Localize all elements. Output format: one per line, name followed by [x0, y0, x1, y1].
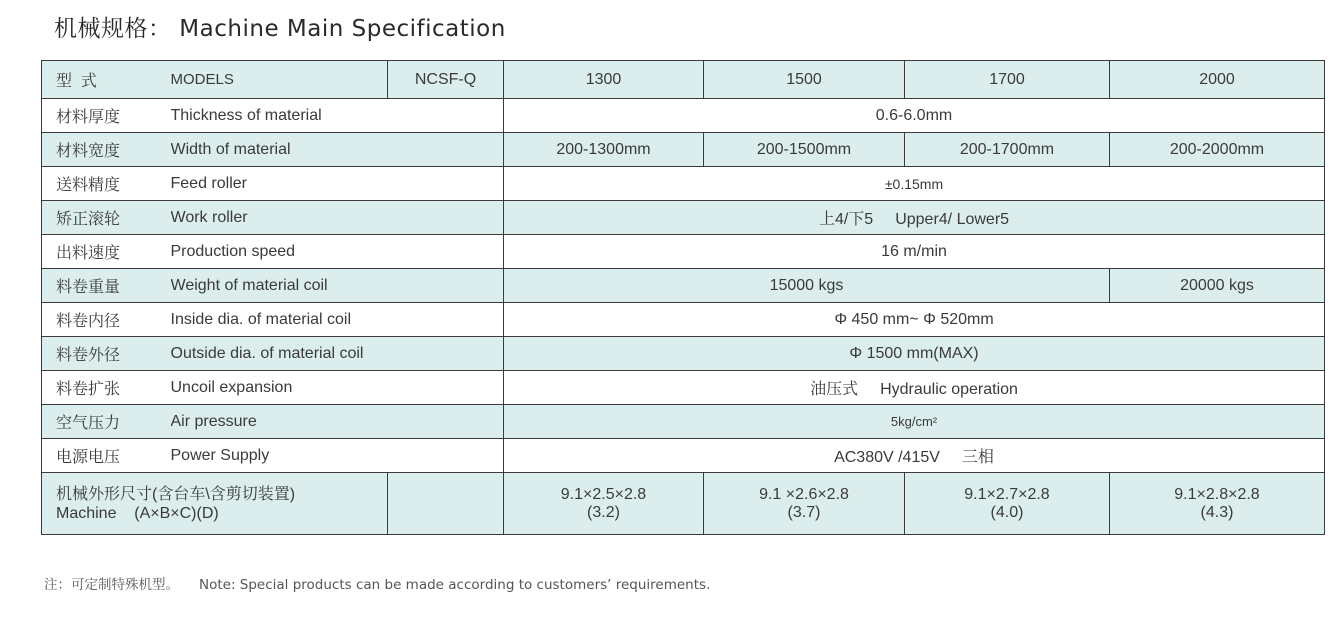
row-value: 0.6-6.0mm	[504, 99, 1325, 133]
dimension-label-zh: 机械外形尺寸(含台车\含剪切装置)	[56, 485, 296, 503]
row-label-zh: 矫正滚轮	[42, 201, 171, 235]
dimension-weight: (3.2)	[587, 503, 620, 521]
row-value	[504, 439, 1325, 473]
row-value: 200-1700mm	[905, 133, 1110, 167]
dimension-size: 9.1×2.7×2.8	[964, 485, 1050, 503]
model-1500: 1500	[704, 61, 905, 99]
row-value-zh: 三相	[961, 449, 994, 466]
row-value: Φ 1500 mm(MAX)	[504, 337, 1325, 371]
row-value: 5kg/cm²	[504, 405, 1325, 439]
dimension-value	[905, 473, 1110, 535]
table-row	[42, 473, 1325, 535]
header-label-zh: 型 式	[42, 61, 171, 99]
footnote-en: Note: Special products can be made according to customers’ requirements.	[199, 577, 711, 593]
row-value-zh: 上4/下5	[818, 211, 874, 228]
footnote	[44, 573, 710, 593]
dimension-value	[504, 473, 704, 535]
spec-table	[41, 60, 1325, 535]
dimension-size: 9.1 ×2.6×2.8	[759, 485, 849, 503]
footnote-zh: 注：可定制特殊机型。	[44, 577, 179, 593]
dimension-label	[42, 473, 388, 535]
table-row	[42, 337, 1325, 371]
row-label-zh: 出料速度	[42, 235, 171, 269]
row-label-en: Production speed	[171, 235, 504, 269]
table-row	[42, 405, 1325, 439]
row-label-zh: 料卷内径	[42, 303, 171, 337]
row-label-en: Outside dia. of material coil	[171, 337, 504, 371]
model-1300: 1300	[504, 61, 704, 99]
page-title: 机械规格： Machine Main Specification	[54, 16, 506, 42]
row-label-en: Width of material	[171, 133, 504, 167]
row-label-en: Power Supply	[171, 439, 504, 473]
row-label-en: Work roller	[171, 201, 504, 235]
row-value: 200-1500mm	[704, 133, 905, 167]
table-row	[42, 99, 1325, 133]
table-row	[42, 201, 1325, 235]
dimension-value	[704, 473, 905, 535]
row-label-en: Uncoil expansion	[171, 371, 504, 405]
table-row	[42, 439, 1325, 473]
table-row	[42, 235, 1325, 269]
row-value: Φ 450 mm~ Φ 520mm	[504, 303, 1325, 337]
row-value: 20000 kgs	[1110, 269, 1325, 303]
row-label-zh: 料卷外径	[42, 337, 171, 371]
row-value: 200-1300mm	[504, 133, 704, 167]
dimension-value	[1110, 473, 1325, 535]
blank-cell	[388, 473, 504, 535]
row-label-zh: 料卷扩张	[42, 371, 171, 405]
row-value: 15000 kgs	[504, 269, 1110, 303]
model-1700: 1700	[905, 61, 1110, 99]
row-value	[504, 371, 1325, 405]
row-label-en: Feed roller	[171, 167, 504, 201]
row-label-zh: 送料精度	[42, 167, 171, 201]
table-row	[42, 303, 1325, 337]
dimension-size: 9.1×2.8×2.8	[1174, 485, 1260, 503]
series-label: NCSF-Q	[388, 61, 504, 99]
row-label-en: Air pressure	[171, 405, 504, 439]
model-2000: 2000	[1110, 61, 1325, 99]
row-value-en: AC380V /415V	[834, 449, 940, 466]
table-row	[42, 133, 1325, 167]
row-label-en: Weight of material coil	[171, 269, 504, 303]
row-value-en: Hydraulic operation	[880, 381, 1018, 398]
header-label-en: MODELS	[171, 61, 388, 99]
row-label-en: Inside dia. of material coil	[171, 303, 504, 337]
row-label-en: Thickness of material	[171, 99, 504, 133]
row-label-zh: 料卷重量	[42, 269, 171, 303]
row-label-zh: 空气压力	[42, 405, 171, 439]
dimension-size: 9.1×2.5×2.8	[560, 485, 647, 503]
table-row	[42, 371, 1325, 405]
row-label-zh: 电源电压	[42, 439, 171, 473]
row-label-zh: 材料宽度	[42, 133, 171, 167]
table-row	[42, 269, 1325, 303]
dimension-weight: (3.7)	[787, 503, 821, 521]
row-value: ±0.15mm	[504, 167, 1325, 201]
row-label-zh: 材料厚度	[42, 99, 171, 133]
dimension-label-en: Machine (A×B×C)(D)	[56, 504, 219, 522]
dimension-weight: (4.3)	[1200, 503, 1234, 521]
dimension-weight: (4.0)	[990, 503, 1024, 521]
table-row	[42, 167, 1325, 201]
row-value: 16 m/min	[504, 235, 1325, 269]
row-value-zh: 油压式	[810, 381, 859, 398]
header-row	[42, 61, 1325, 99]
row-value	[504, 201, 1325, 235]
row-value: 200-2000mm	[1110, 133, 1325, 167]
row-value-en: Upper4/ Lower5	[895, 211, 1010, 228]
